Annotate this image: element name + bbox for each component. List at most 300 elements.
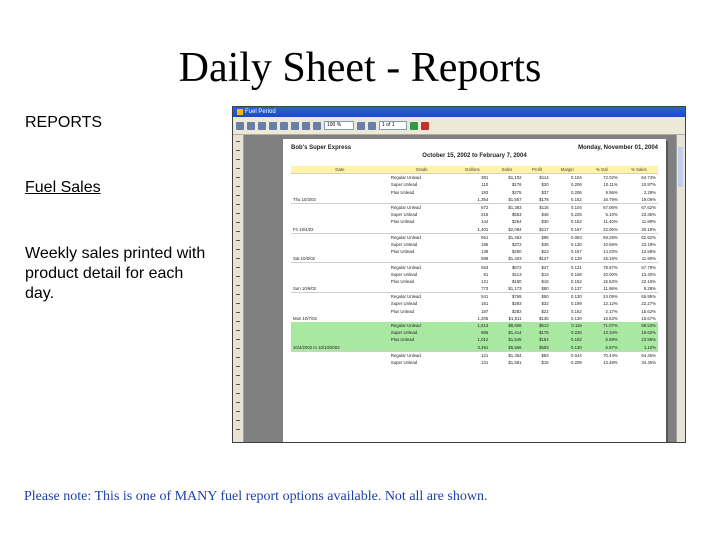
table-cell: $1,463: [490, 233, 523, 241]
table-cell: $23: [541, 249, 549, 255]
table-cell: 15.67%: [641, 315, 656, 321]
table-cell: Plus Unlead: [390, 219, 415, 225]
table-cell: Sun 10/6/02: [293, 286, 317, 292]
table-cell: 0.226: [551, 329, 584, 336]
table-cell: 1,401: [477, 226, 489, 232]
table-cell: $180: [511, 278, 522, 284]
table-row: [291, 336, 658, 343]
table-cell: [291, 293, 389, 301]
column-header: % Sales: [620, 166, 658, 174]
ruler-tick: [236, 429, 240, 430]
table-cell: 215: [481, 212, 489, 218]
prev-page-icon[interactable]: [291, 122, 299, 130]
table-cell: $1,364: [490, 351, 523, 359]
ruler-tick: [236, 150, 240, 151]
ruler-tick: [236, 285, 240, 286]
ruler-tick: [236, 177, 240, 178]
table-cell: Super Unlead: [390, 271, 418, 277]
table-cell: 0.104: [551, 174, 584, 182]
table-cell: 866: [454, 329, 490, 336]
table-cell: 0.116: [551, 322, 584, 329]
table-cell: 70.44%: [584, 351, 620, 359]
table-cell: $672: [490, 263, 523, 271]
table-cell: $593: [524, 344, 551, 352]
table-cell: 110: [481, 182, 489, 188]
page-number-field[interactable]: 1 of 1: [379, 121, 407, 130]
table-cell: [389, 255, 455, 263]
table-cell: 187: [481, 308, 489, 314]
table-cell: 1.10%: [620, 344, 658, 352]
table-cell: $16: [541, 278, 549, 284]
table-cell: 8.28%: [643, 286, 656, 292]
table-cell: 13.58%: [641, 249, 656, 255]
preview-toolbar: [233, 117, 685, 135]
ruler-tick: [236, 312, 240, 313]
fit-page-icon[interactable]: [357, 122, 365, 130]
table-cell: 5.59%: [584, 336, 620, 343]
table-cell: [291, 263, 389, 271]
table-cell: 195: [481, 241, 489, 247]
table-cell: $80: [541, 286, 549, 292]
table-cell: 1,613: [454, 322, 490, 329]
table-cell: 0.130: [571, 315, 582, 321]
table-cell: Mon 10/7/02: [293, 315, 317, 321]
table-cell: $1,403: [508, 256, 522, 262]
table-cell: $37: [541, 189, 549, 195]
section-heading: REPORTS: [25, 114, 103, 131]
table-cell: 3,491: [454, 344, 490, 352]
ruler-tick: [236, 348, 240, 349]
table-cell: Sat 10/5/02: [293, 256, 315, 262]
table-cell: $1,383: [490, 203, 523, 211]
description-text: Weekly sales printed with product detail for each day.: [25, 245, 206, 302]
window-titlebar: [233, 107, 685, 117]
table-cell: $32: [541, 301, 549, 307]
ruler-tick: [236, 141, 240, 142]
table-cell: $36: [541, 241, 549, 247]
table-cell: 62.52%: [620, 233, 658, 241]
table-cell: 773: [481, 286, 489, 292]
table-row: [291, 189, 658, 196]
table-cell: 0.130: [571, 241, 582, 247]
page-title: Daily Sheet - Reports: [178, 45, 542, 91]
table-cell: $1,557: [508, 196, 522, 202]
table-cell: 19.06%: [641, 196, 656, 202]
table-cell: 0.152: [571, 278, 582, 284]
table-cell: [291, 308, 389, 315]
table-cell: $135: [539, 315, 549, 321]
table-cell: 13.34%: [584, 329, 620, 336]
table-cell: [291, 351, 389, 359]
table-cell: 14.03%: [603, 249, 618, 255]
stop-icon[interactable]: [421, 122, 429, 130]
table-cell: 10.69%: [603, 241, 618, 247]
column-header: Grade: [389, 166, 455, 174]
table-cell: 23.36%: [641, 212, 656, 218]
table-cell: 11.96%: [603, 286, 618, 292]
table-cell: 15.19%: [603, 256, 618, 262]
table-cell: 0.152: [571, 219, 582, 225]
table-cell: 0.044: [551, 351, 584, 359]
table-row: [291, 255, 658, 263]
table-cell: [291, 241, 389, 248]
table-cell: [291, 248, 389, 255]
table-cell: Regular Unlead: [389, 322, 455, 329]
table-cell: 12.12%: [603, 301, 618, 307]
table-row: [291, 293, 658, 301]
table-cell: $2,084: [508, 226, 522, 232]
table-cell: 22.27%: [641, 301, 656, 307]
company-name: Bob's Super Express: [291, 145, 352, 151]
table-cell: $127: [539, 256, 549, 262]
table-cell: [291, 211, 389, 218]
ruler-tick: [236, 366, 240, 367]
table-cell: 2.17%: [605, 308, 618, 314]
table-cell: 0.206: [571, 189, 582, 195]
column-header: Margin: [551, 166, 584, 174]
next-page-icon[interactable]: [302, 122, 310, 130]
table-cell: Super Unlead: [390, 212, 418, 218]
table-cell: 72.02%: [584, 174, 620, 182]
table-cell: 10.11%: [603, 182, 618, 188]
ruler-tick: [236, 168, 240, 169]
table-cell: $1,511: [508, 315, 522, 321]
table-cell: 0.130: [551, 293, 584, 301]
fuel-sales-table: [291, 166, 658, 366]
ruler-tick: [236, 258, 240, 259]
table-cell: 381: [454, 174, 490, 182]
table-cell: 11.40%: [603, 219, 618, 225]
table-cell: $275: [511, 189, 522, 195]
table-cell: 0.167: [571, 249, 582, 255]
table-cell: 22.06%: [603, 226, 618, 232]
table-cell: $154: [524, 336, 551, 343]
table-cell: Plus Unlead: [390, 278, 415, 284]
scrollbar-thumb[interactable]: [678, 147, 683, 187]
go-icon[interactable]: [410, 122, 418, 130]
table-cell: 91: [483, 271, 489, 277]
table-cell: $47: [524, 263, 551, 271]
table-cell: 661: [454, 233, 490, 241]
table-cell: $178: [539, 196, 549, 202]
table-cell: $1,581: [508, 359, 522, 365]
table-cell: 1,205: [477, 315, 489, 321]
ruler-tick: [236, 222, 240, 223]
ruler-tick: [236, 321, 240, 322]
ruler-tick: [236, 294, 240, 295]
table-cell: [291, 271, 389, 278]
table-cell: [291, 322, 389, 329]
table-cell: $1,545: [490, 336, 523, 343]
table-row: [291, 278, 658, 285]
table-cell: 16.79%: [603, 196, 618, 202]
table-cell: 0.130: [551, 344, 584, 352]
table-cell: 19.62%: [620, 329, 658, 336]
ruler-tick: [236, 204, 240, 205]
footnote: Please note: This is one of MANY fuel report options available. Not all are shown.: [24, 489, 488, 504]
table-row: [291, 263, 658, 271]
table-cell: 11.89%: [641, 219, 656, 225]
table-cell: 67.06%: [584, 203, 620, 211]
table-cell: [291, 174, 389, 182]
ruler-tick: [236, 330, 240, 331]
table-cell: [389, 285, 455, 293]
table-cell: $116: [524, 203, 551, 211]
table-cell: 1,364: [477, 196, 489, 202]
table-cell: [389, 344, 455, 352]
table-cell: [291, 189, 389, 196]
zoom-select[interactable]: 100 %: [324, 121, 354, 130]
table-cell: 0.209: [571, 359, 582, 365]
table-cell: 0.168: [571, 271, 582, 277]
table-row: [291, 315, 658, 322]
table-row: [291, 359, 658, 366]
table-cell: Super Unlead: [390, 359, 418, 365]
ruler-tick: [236, 375, 240, 376]
ruler-tick: [236, 402, 240, 403]
table-row: [291, 196, 658, 204]
table-row: [291, 322, 658, 329]
fuel-sales-link[interactable]: Fuel Sales: [25, 179, 101, 196]
ruler-tick: [236, 267, 240, 268]
table-cell: 24.09%: [584, 293, 620, 301]
table-cell: 144: [481, 219, 489, 225]
vertical-scrollbar[interactable]: [676, 135, 685, 442]
table-cell: 13.40%: [641, 271, 656, 277]
table-cell: $282: [511, 308, 522, 314]
table-cell: $553: [511, 212, 522, 218]
table-cell: $15: [541, 359, 549, 365]
table-cell: 183: [481, 189, 489, 195]
table-cell: 64.45%: [620, 351, 658, 359]
ruler-tick: [236, 249, 240, 250]
table-cell: 0.104: [551, 203, 584, 211]
table-cell: 71.07%: [584, 322, 620, 329]
table-cell: 13.48%: [603, 359, 618, 365]
table-cell: 1,012: [454, 336, 490, 343]
table-header-row: [291, 166, 658, 174]
table-cell: Regular Unlead: [389, 263, 455, 271]
app-icon: [237, 109, 243, 115]
report-page: [283, 139, 666, 443]
table-row: [291, 300, 658, 307]
table-row: [291, 248, 658, 255]
table-cell: $114: [524, 174, 551, 182]
table-cell: $50: [524, 293, 551, 301]
table-cell: 0.152: [551, 336, 584, 343]
table-cell: [291, 300, 389, 307]
table-cell: Plus Unlead: [389, 336, 455, 343]
table-cell: 34.45%: [641, 359, 656, 365]
table-cell: Plus Unlead: [390, 308, 415, 314]
table-cell: $260: [511, 249, 522, 255]
table-cell: 23.19%: [641, 241, 656, 247]
table-cell: Super Unlead: [389, 329, 455, 336]
table-cell: 9.96%: [605, 189, 618, 195]
table-cell: [389, 315, 455, 322]
table-row: [291, 241, 658, 248]
table-cell: 161: [481, 301, 489, 307]
table-cell: 67.62%: [620, 203, 658, 211]
table-cell: $30: [541, 219, 549, 225]
table-row: [291, 211, 658, 218]
table-row: [291, 226, 658, 234]
table-cell: 10.00%: [603, 271, 618, 277]
ruler-tick: [236, 276, 240, 277]
table-cell: Regular Unlead: [389, 293, 455, 301]
table-cell: 57.79%: [620, 263, 658, 271]
table-cell: $264: [511, 219, 522, 225]
table-cell: [291, 233, 389, 241]
ruler-tick: [236, 411, 240, 412]
table-row: [291, 329, 658, 336]
table-cell: Super Unlead: [390, 301, 418, 307]
table-cell: 15.53%: [603, 278, 618, 284]
table-cell: 0.137: [571, 286, 582, 292]
table-row: [291, 181, 658, 188]
table-cell: $5,566: [490, 344, 523, 352]
table-cell: 0.206: [571, 182, 582, 188]
ruler-tick: [236, 231, 240, 232]
table-cell: 10/4/2002 to 10/10/2002: [291, 344, 389, 352]
table-cell: $83: [524, 351, 551, 359]
table-row: [291, 308, 658, 315]
table-cell: 15.62%: [641, 308, 656, 314]
ruler-tick: [236, 393, 240, 394]
table-row: [291, 351, 658, 359]
table-cell: 10.87%: [641, 182, 656, 188]
column-header: Sales: [490, 166, 523, 174]
table-cell: 672: [454, 203, 490, 211]
last-page-icon[interactable]: [313, 122, 321, 130]
table-cell: $95: [524, 233, 551, 241]
table-cell: 11.90%: [641, 256, 656, 262]
table-cell: 65.95%: [620, 293, 658, 301]
table-cell: 20.19%: [641, 226, 656, 232]
table-cell: 69.29%: [584, 233, 620, 241]
table-cell: [291, 203, 389, 211]
column-header: Date: [291, 166, 389, 174]
table-cell: Plus Unlead: [390, 249, 415, 255]
table-cell: [291, 278, 389, 285]
table-cell: 22.16%: [641, 278, 656, 284]
table-cell: 0.131: [551, 263, 584, 271]
column-header: % Gal: [584, 166, 620, 174]
run-date: Monday, November 01, 2004: [578, 145, 658, 151]
table-cell: Regular Unlead: [389, 174, 455, 182]
table-cell: 121: [454, 351, 490, 359]
table-cell: 138: [481, 249, 489, 255]
vertical-ruler: [233, 135, 244, 442]
table-row: [291, 271, 658, 278]
table-cell: 131: [481, 359, 489, 365]
ruler-tick: [236, 159, 240, 160]
table-cell: Super Unlead: [390, 241, 418, 247]
print-icon[interactable]: [236, 122, 244, 130]
table-row: [291, 174, 658, 182]
table-cell: 0.162: [571, 196, 582, 202]
report-preview-window: [232, 106, 686, 443]
save-icon[interactable]: [258, 122, 266, 130]
column-header: Profit: [524, 166, 551, 174]
table-cell: $217: [539, 226, 549, 232]
table-cell: 541: [454, 293, 490, 301]
table-cell: 0.225: [571, 212, 582, 218]
table-cell: [291, 181, 389, 188]
ruler-tick: [236, 213, 240, 214]
table-row: [291, 233, 658, 241]
first-page-icon[interactable]: [280, 122, 288, 130]
ruler-tick: [236, 303, 240, 304]
table-cell: $8,606: [490, 322, 523, 329]
export-icon[interactable]: [247, 122, 255, 130]
table-cell: $1,414: [490, 329, 523, 336]
table-cell: 0.199: [571, 301, 582, 307]
table-cell: Regular Unlead: [389, 351, 455, 359]
search-icon[interactable]: [269, 122, 277, 130]
table-cell: 78.87%: [584, 263, 620, 271]
table-cell: [389, 196, 455, 204]
table-cell: $513: [524, 322, 551, 329]
table-cell: 598: [481, 256, 489, 262]
table-cell: $20: [541, 182, 549, 188]
ruler-tick: [236, 195, 240, 196]
table-cell: 6.87%: [584, 344, 620, 352]
table-cell: 0.167: [571, 226, 582, 232]
table-cell: 121: [481, 278, 489, 284]
table-cell: $1,173: [508, 286, 522, 292]
table-cell: Fri 10/4/02: [293, 226, 314, 232]
table-cell: 0.129: [571, 256, 582, 262]
table-cell: Thu 10/3/02: [293, 196, 316, 202]
report-date-range: October 15, 2002 to February 7, 2004: [422, 153, 527, 159]
table-cell: $769: [490, 293, 523, 301]
table-cell: [291, 359, 389, 366]
table-cell: [291, 336, 389, 343]
ruler-tick: [236, 339, 240, 340]
table-cell: $22: [541, 308, 549, 314]
table-cell: 563: [454, 263, 490, 271]
table-cell: $372: [511, 241, 522, 247]
table-cell: 0.083: [551, 233, 584, 241]
ruler-tick: [236, 240, 240, 241]
ruler-tick: [236, 420, 240, 421]
ruler-tick: [236, 384, 240, 385]
table-cell: Regular Unlead: [389, 233, 455, 241]
table-cell: [389, 226, 455, 234]
table-cell: [291, 329, 389, 336]
table-row: [291, 203, 658, 211]
table-cell: 23.55%: [620, 336, 658, 343]
column-header: Gallons: [454, 166, 490, 174]
table-cell: $176: [524, 329, 551, 336]
table-cell: 2.29%: [643, 189, 656, 195]
table-cell: 64.74%: [620, 174, 658, 182]
table-cell: $293: [511, 301, 522, 307]
ruler-tick: [236, 186, 240, 187]
table-cell: $176: [511, 182, 522, 188]
table-cell: 5.10%: [605, 212, 618, 218]
window-title: Fuel Period: [245, 109, 276, 115]
table-row: [291, 218, 658, 225]
two-page-icon[interactable]: [368, 122, 376, 130]
ruler-tick: [236, 357, 240, 358]
table-cell: Regular Unlead: [389, 203, 455, 211]
table-cell: 0.162: [571, 308, 582, 314]
table-cell: 15.53%: [603, 315, 618, 321]
table-cell: Plus Unlead: [390, 189, 415, 195]
table-cell: Super Unlead: [390, 182, 418, 188]
